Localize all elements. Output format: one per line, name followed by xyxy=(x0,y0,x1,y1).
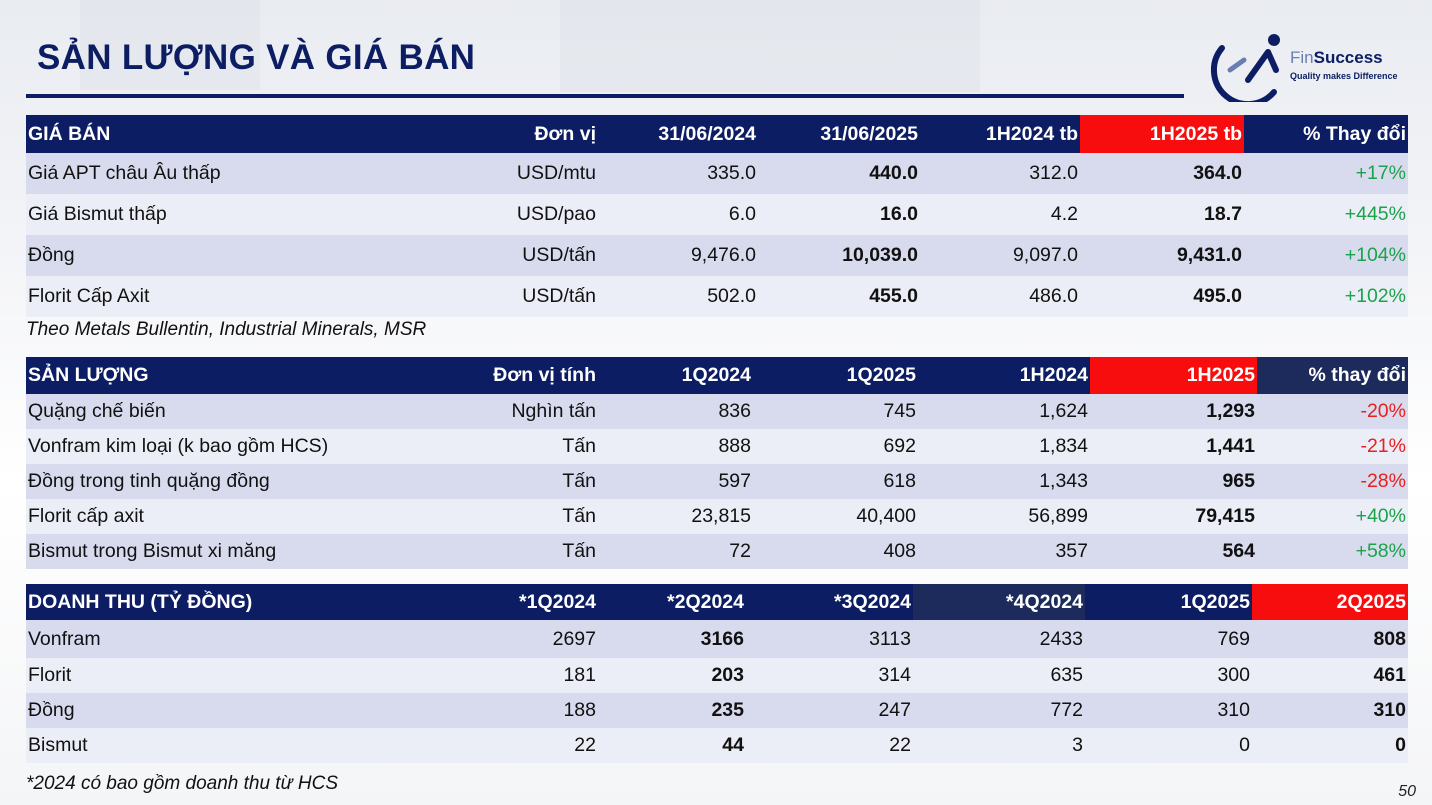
cell: 408 xyxy=(753,534,918,569)
cell: 44 xyxy=(598,728,746,763)
page-number: 50 xyxy=(1398,783,1416,800)
header-cell-highlight: 1H2025 xyxy=(1090,357,1257,394)
header-cell-highlight: 2Q2025 xyxy=(1252,584,1408,620)
cell: USD/mtu xyxy=(438,153,598,194)
title-divider xyxy=(26,94,1184,98)
cell: 22 xyxy=(746,728,913,763)
table-row xyxy=(26,534,1408,569)
change-cell: +58% xyxy=(1257,534,1408,569)
change-cell: +40% xyxy=(1257,499,1408,534)
row-label: Florit Cấp Axit xyxy=(26,276,438,317)
logo-tagline: Quality makes Difference xyxy=(1290,71,1398,81)
cell: 56,899 xyxy=(918,499,1090,534)
cell: Nghìn tấn xyxy=(438,394,598,429)
logo-brand-a: Fin xyxy=(1290,48,1314,67)
table-row xyxy=(26,693,1408,728)
header-cell: SẢN LƯỢNG xyxy=(26,357,438,394)
cell: 72 xyxy=(598,534,753,569)
header-cell: *1Q2024 xyxy=(438,584,598,620)
cell: 769 xyxy=(1085,620,1252,658)
cell: 745 xyxy=(753,394,918,429)
cell: Tấn xyxy=(438,429,598,464)
cell: 312.0 xyxy=(920,153,1080,194)
change-cell: +445% xyxy=(1244,194,1408,235)
cell: 618 xyxy=(753,464,918,499)
cell: 1,293 xyxy=(1090,394,1257,429)
header-cell: DOANH THU (TỶ ĐỒNG) xyxy=(26,584,438,620)
cell: USD/pao xyxy=(438,194,598,235)
cell: 335.0 xyxy=(598,153,758,194)
row-label: Vonfram kim loại (k bao gồm HCS) xyxy=(26,429,438,464)
cell: 18.7 xyxy=(1080,194,1244,235)
row-label: Florit xyxy=(26,658,438,693)
cell: 3166 xyxy=(598,620,746,658)
change-cell: +102% xyxy=(1244,276,1408,317)
cell: 3 xyxy=(913,728,1085,763)
cell: USD/tấn xyxy=(438,276,598,317)
row-label: Bismut xyxy=(26,728,438,763)
header-cell: 1H2024 xyxy=(918,357,1090,394)
cell: 495.0 xyxy=(1080,276,1244,317)
header-cell: % thay đổi xyxy=(1257,357,1408,394)
cell: 4.2 xyxy=(920,194,1080,235)
cell: 22 xyxy=(438,728,598,763)
header-cell: 1Q2025 xyxy=(753,357,918,394)
cell: 1,624 xyxy=(918,394,1090,429)
price-table xyxy=(26,115,1408,317)
header-cell: *4Q2024 xyxy=(913,584,1085,620)
header-cell: Đơn vị tính xyxy=(438,357,598,394)
header-cell-highlight: 1H2025 tb xyxy=(1080,115,1244,153)
cell: 235 xyxy=(598,693,746,728)
cell: 188 xyxy=(438,693,598,728)
cell: 597 xyxy=(598,464,753,499)
change-cell: -20% xyxy=(1257,394,1408,429)
table-row xyxy=(26,194,1408,235)
cell: 203 xyxy=(598,658,746,693)
header-cell: 31/06/2025 xyxy=(758,115,920,153)
row-label: Đồng xyxy=(26,693,438,728)
change-cell: -21% xyxy=(1257,429,1408,464)
cell: 440.0 xyxy=(758,153,920,194)
table-row xyxy=(26,429,1408,464)
cell: 1,441 xyxy=(1090,429,1257,464)
cell: 357 xyxy=(918,534,1090,569)
cell: 9,431.0 xyxy=(1080,235,1244,276)
row-label: Florit cấp axit xyxy=(26,499,438,534)
cell: 16.0 xyxy=(758,194,920,235)
revenue-table xyxy=(26,584,1408,763)
row-label: Quặng chế biến xyxy=(26,394,438,429)
cell: 965 xyxy=(1090,464,1257,499)
output-table-header xyxy=(26,357,1408,394)
header-cell: Đơn vị xyxy=(438,115,598,153)
cell: 247 xyxy=(746,693,913,728)
header-cell: 1H2024 tb xyxy=(920,115,1080,153)
cell: Tấn xyxy=(438,499,598,534)
header-cell: 1Q2024 xyxy=(598,357,753,394)
cell: 1,834 xyxy=(918,429,1090,464)
header-cell: *3Q2024 xyxy=(746,584,913,620)
table-row xyxy=(26,464,1408,499)
cell: 2697 xyxy=(438,620,598,658)
cell: 2433 xyxy=(913,620,1085,658)
logo-wordmark xyxy=(1290,48,1383,68)
table-row xyxy=(26,394,1408,429)
cell: 502.0 xyxy=(598,276,758,317)
cell: 40,400 xyxy=(753,499,918,534)
cell: 564 xyxy=(1090,534,1257,569)
table-row xyxy=(26,499,1408,534)
cell: 300 xyxy=(1085,658,1252,693)
cell: USD/tấn xyxy=(438,235,598,276)
background-shape xyxy=(560,0,980,92)
cell: 6.0 xyxy=(598,194,758,235)
cell: 3113 xyxy=(746,620,913,658)
cell: 10,039.0 xyxy=(758,235,920,276)
cell: 635 xyxy=(913,658,1085,693)
cell: 0 xyxy=(1252,728,1408,763)
cell: 310 xyxy=(1252,693,1408,728)
price-table-header xyxy=(26,115,1408,153)
source-note: Theo Metals Bullentin, Industrial Minerals, MSR xyxy=(26,319,427,340)
cell: 836 xyxy=(598,394,753,429)
table-row xyxy=(26,153,1408,194)
cell: Tấn xyxy=(438,534,598,569)
cell: 0 xyxy=(1085,728,1252,763)
cell: 888 xyxy=(598,429,753,464)
table-row xyxy=(26,235,1408,276)
header-cell: 31/06/2024 xyxy=(598,115,758,153)
logo-brand-b: Success xyxy=(1313,48,1383,67)
header-cell: 1Q2025 xyxy=(1085,584,1252,620)
page-title: SẢN LƯỢNG VÀ GIÁ BÁN xyxy=(37,38,476,77)
cell: 364.0 xyxy=(1080,153,1244,194)
cell: 808 xyxy=(1252,620,1408,658)
header-cell: % Thay đổi xyxy=(1244,115,1408,153)
cell: 1,343 xyxy=(918,464,1090,499)
cell: Tấn xyxy=(438,464,598,499)
cell: 310 xyxy=(1085,693,1252,728)
cell: 23,815 xyxy=(598,499,753,534)
change-cell: -28% xyxy=(1257,464,1408,499)
row-label: Giá APT châu Âu thấp xyxy=(26,153,438,194)
cell: 9,097.0 xyxy=(920,235,1080,276)
row-label: Giá Bismut thấp xyxy=(26,194,438,235)
row-label: Bismut trong Bismut xi măng xyxy=(26,534,438,569)
change-cell: +17% xyxy=(1244,153,1408,194)
row-label: Đồng xyxy=(26,235,438,276)
cell: 486.0 xyxy=(920,276,1080,317)
cell: 79,415 xyxy=(1090,499,1257,534)
table-row xyxy=(26,728,1408,763)
cell: 181 xyxy=(438,658,598,693)
header-cell: GIÁ BÁN xyxy=(26,115,438,153)
cell: 692 xyxy=(753,429,918,464)
cell: 455.0 xyxy=(758,276,920,317)
cell: 314 xyxy=(746,658,913,693)
table-row xyxy=(26,276,1408,317)
header-cell: *2Q2024 xyxy=(598,584,746,620)
table-row xyxy=(26,658,1408,693)
footnote: *2024 có bao gồm doanh thu từ HCS xyxy=(26,773,339,794)
revenue-table-header xyxy=(26,584,1408,620)
row-label: Đồng trong tinh quặng đồng xyxy=(26,464,438,499)
output-table xyxy=(26,357,1408,569)
change-cell: +104% xyxy=(1244,235,1408,276)
cell: 772 xyxy=(913,693,1085,728)
cell: 9,476.0 xyxy=(598,235,758,276)
cell: 461 xyxy=(1252,658,1408,693)
row-label: Vonfram xyxy=(26,620,438,658)
table-row xyxy=(26,620,1408,658)
